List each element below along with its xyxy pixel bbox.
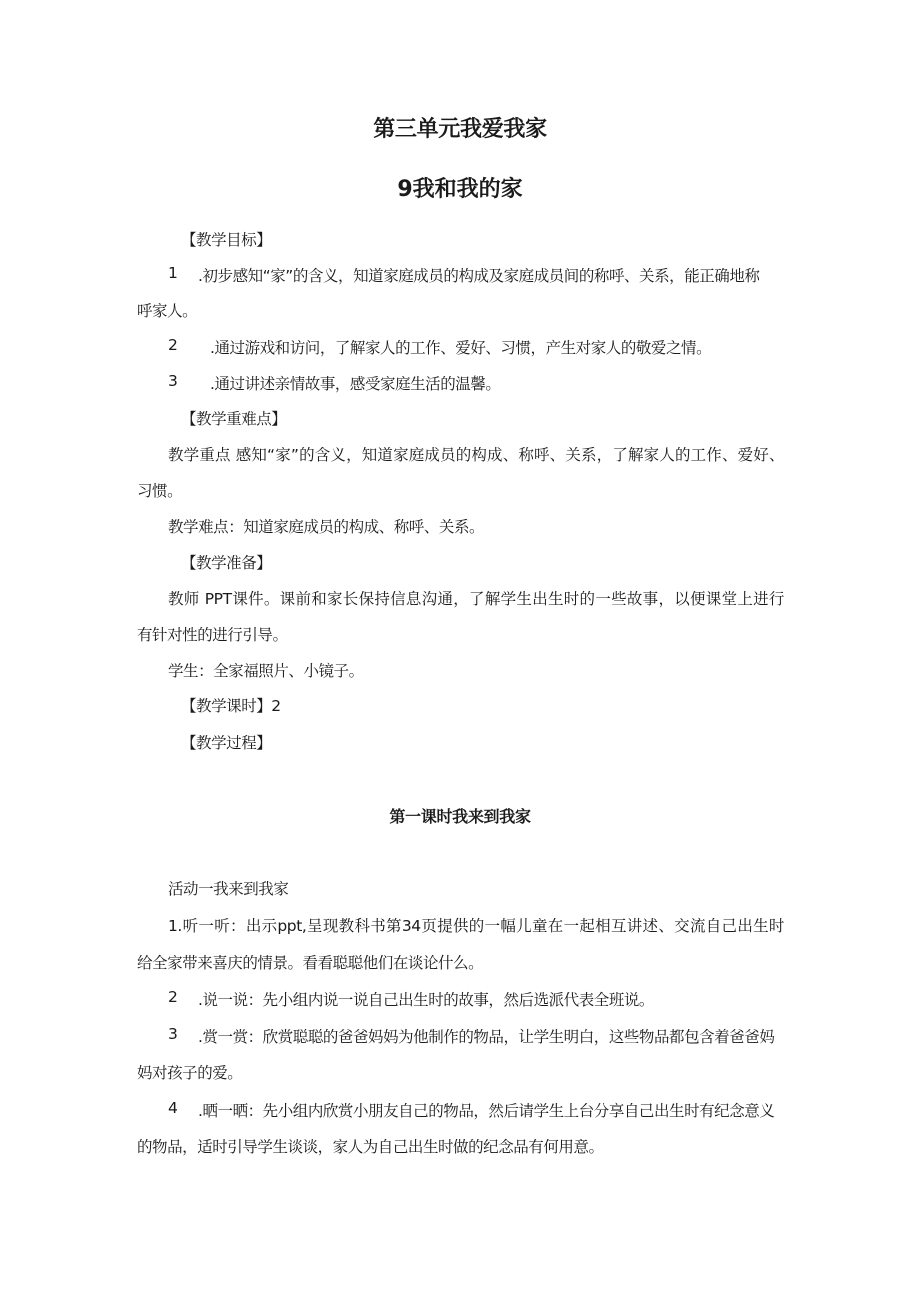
preparation-teacher-line1: 教师 PPT课件。课前和家长保持信息沟通，了解学生出生时的一些故事，以便课堂上进行	[168, 590, 784, 608]
objectives-heading: 【教学目标】	[181, 231, 272, 249]
key-focus-line2: 习惯。	[137, 482, 183, 500]
process-heading: 【教学过程】	[181, 734, 272, 752]
objective-item-2-number: 2	[168, 336, 178, 354]
key-points-heading: 【教学重难点】	[181, 410, 287, 428]
key-difficulty: 教学难点：知道家庭成员的构成、称呼、关系。	[168, 518, 485, 536]
lesson-title: 9我和我的家	[397, 177, 523, 202]
key-focus-line1: 教学重点 感知“家”的含义，知道家庭成员的构成、称呼、关系，了解家人的工作、爱好、	[168, 446, 784, 464]
activity1-step4-number: 4	[168, 1099, 178, 1117]
objective-item-2	[168, 336, 711, 358]
objective-item-1-line2: 呼家人。	[137, 302, 198, 320]
objective-item-3-text: .通过讲述亲情故事，感受家庭生活的温馨。	[210, 375, 501, 393]
objective-item-1-text: .初步感知“家”的含义，知道家庭成员的构成及家庭成员间的称呼、关系，能正确地称	[198, 267, 760, 285]
activity1-step4-line1	[168, 1099, 784, 1121]
activity1-step1-line2: 给全家带来喜庆的情景。看看聪聪他们在谈论什么。	[137, 954, 484, 972]
activity1-title: 活动一我来到我家	[168, 880, 289, 898]
activity1-step4-line2: 的物品，适时引导学生谈谈，家人为自己出生时做的纪念品有何用意。	[137, 1138, 604, 1156]
objective-item-1-line1	[168, 264, 784, 286]
activity1-step3-text: .赏一赏：欣赏聪聪的爸爸妈妈为他制作的物品，让学生明白，这些物品都包含着爸爸妈	[198, 1028, 775, 1046]
preparation-heading: 【教学准备】	[181, 554, 272, 572]
activity1-step2-text: .说一说：先小组内说一说自己出生时的故事，然后选派代表全班说。	[198, 991, 654, 1009]
objective-item-2-text: .通过游戏和访问，了解家人的工作、爱好、习惯，产生对家人的敬爱之情。	[210, 339, 712, 357]
objective-item-3	[168, 372, 500, 394]
objective-item-3-number: 3	[168, 372, 178, 390]
activity1-step3-number: 3	[168, 1025, 178, 1043]
activity1-step4-text: .晒一晒：先小组内欣赏小朋友自己的物品，然后请学生上台分享自己出生时有纪念意义	[198, 1102, 775, 1120]
activity1-step2	[168, 988, 654, 1010]
teaching-hours: 【教学课时】2	[181, 697, 281, 715]
objective-item-1-number: 1	[168, 264, 178, 282]
activity1-step3-line1	[168, 1025, 784, 1047]
preparation-teacher-line2: 有针对性的进行引导。	[137, 626, 288, 644]
lesson1-title: 第一课时我来到我家	[389, 807, 531, 826]
unit-title: 第三单元我爱我家	[373, 117, 547, 142]
activity1-step2-number: 2	[168, 988, 178, 1006]
preparation-student: 学生：全家福照片、小镜子。	[168, 662, 364, 680]
activity1-step1-line1: 1.听一听：出示ppt,呈现教科书第34页提供的一幅儿童在一起相互讲述、交流自己出生时	[168, 917, 784, 935]
activity1-step3-line2: 妈对孩子的爱。	[137, 1064, 243, 1082]
